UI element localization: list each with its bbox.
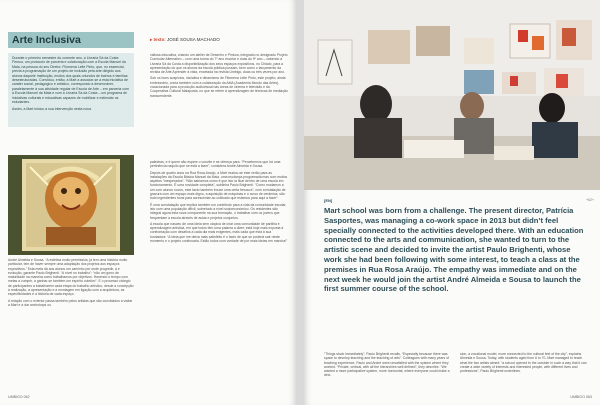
- right-page: [304, 0, 600, 405]
- byline-author: JOSÉ SOUSA MACHADO: [167, 37, 220, 42]
- paragraph: “Things stuck immediately”, Paulo Brighenti recalls. “Especially because there was space to develop teaching and the teaching of arts”. Colleagues with many years of teaching experience, Paulo and André were unsatisfied with the system where they worked. “Private, vertical, with all the hierarchies well defined”, they describe. “We wanted a more participative system, more horizontal, where everyone could make a deci-: [324, 352, 450, 378]
- paragraph: É uma constatação que implica também um contributo para a vida da comunidade escolar, isto com uma população difícil, sobretudo a nível socioeconómico. Os residentes são integral agora esta nova componente na sua formação, o trabalhar com os jovens que frequentam a escola através de aulas e projetos conjuntos.: [150, 202, 287, 220]
- page-number-left: UMBIGO 062: [8, 395, 30, 399]
- page-number-right: UMBIGO 063: [570, 395, 592, 399]
- classroom-photo: [304, 0, 600, 190]
- title-band: [8, 32, 134, 48]
- paragraph: André Almeida e Sousa. “A estética muito premissiva, já tem uma história muito particular, tem de haver sempre uma adaptação dos projetos aos espaços expositivos.” Esta meta dá aos alunos um caminho por onde progredir, à e evolução, garante Paulo Brighenti. “A nível no trabalho”: “não um gorro de maturidade na maneira como trabalhamos por objetivos. Havendo o tempo com metas a cumprir, a ganhar-se também um espírito coletivo”. E o processo ciclegio de participantes a trabalharem cada etapa do trabalho artístico, desde a concepção à realização, a apresentação e a montagem em ligação com a arquitetura, as especificidades e a história de cada espaço.: [8, 258, 134, 297]
- english-column-1: [324, 352, 452, 380]
- paragraph: A relação com o exterior passa também pelos artistas que são convidados a visitar a Mart e a dar workshops ou: [8, 298, 133, 307]
- painting-photo: [8, 155, 134, 255]
- language-label: [EN]: [324, 198, 333, 203]
- byline: [150, 37, 220, 43]
- column-top-right: [150, 53, 288, 100]
- english-lead: Mart school was born from a challenge. The present director, Patrícia Sasportes, was managing a co-work space in 2013 but didn’t feel specially connected to the activities developed there. With an education connected to the arts and communication, she wanted to turn to the artistic scene and decided to invite the artist Paulo Brighenti, whose work she had been following with some interest, to teach a class at the premises in Rua Rosa Araújo. The empathy was immediate and on the next week he would join the artist André Almeida e Sousa to launch the first summer course of the school.: [324, 206, 584, 294]
- side-tag: +62+: [586, 198, 594, 202]
- paragraph: valiosa educativa, criando um atelier de Desenho e Pintura, integrado no designado Projeto Curricular Alternativo – com uma turma do 7º ano escolar e duas do 9º ano – cabendo à Livraria Sá da Costa a disponibilização dos seus espaços expositivos, no Chiado, para a apresentação do que os alunos da escola pública possam, bem como o lançamento da revista de Arte Aprender à vista, encetada na revista Umbigo, duas ou três vezes por ano.: [150, 53, 288, 75]
- column-a: [8, 258, 134, 309]
- intro-text: Durante o primeiro semestre do corrente ano, a Livraria Sá da Costa Firmou, um protocolo de parceria e colaboração com a Escola Manuel da Maia, na pessoa do seu Diretor, Filomena Leite Pinto, que, no essencial, previa a programação de um projeto de inclusão pela arte dirigido aos alunos daquele Instituição, muitos dos quais oriundos de bairros e famílias desestruturadas. Convidou, então, a Mart a associar-se a esta iniciativa de caráter social, pedagógico e artístico, correspondo a desenvolver, paralelamente à sua atividade regular de Escola de Arte – em parceria com a Escola Manuel da Maia e com a Livraria Sá da Costa – um programa de iniciativas culturais e educativas capazes de mobilizar e estimular os estudantes.: [12, 56, 129, 105]
- paragraph: Sob os bons auspícios, iniciativa e dinamismo de Filomena Leite Pinto, este projeto, ainda embrionário, conta também com a colaboração da AMA (Academia Mundo das Artes), vocacionada para a produção audiovisual nas áreas de cinema e televisão e da Cooperativa Cultural Malaposta, no que se refere à aprendizagem de técnicas de mediação transcendente.: [150, 76, 288, 98]
- article-title: Arte Inclusiva: [12, 34, 81, 46]
- left-page: [0, 0, 296, 405]
- intro-end: Assim, a Mart iniciou a sua intervenção nesta nova: [12, 107, 91, 112]
- paragraph: A escola que nasceu de uma ideia sem utopica de criar uma comunidade de partilha e aprendizagem artística, em que todos têm uma palavra a dizer, está hoje mais exposta à confrontação com desafios a cada dia mais exigentes, mais cada que está á sua fundadora: “A ideia que me deixa mais satisfeito é o facto de que se poderia sair neste momento e o projeto continuaria. Estão todos com vontade de por mais ideias em marcha!”: [150, 221, 288, 244]
- paragraph: palestras, e é quem não espere o convite e se ofereça para. “Percebemos que há uma pertinência naquilo que se está a fazer”, considera André Almeida e Sousa.: [150, 160, 281, 169]
- paragraph: Depois de quatro anos na Rua Rosa Araújo, a Mart mudou-se este verão para as instalações da Escola Básica Manuel da Maia, uma mudança programada mas com muitos aspetos “inesperados”. “Não sabíamos como é que isto ia ficar dentro de uma escola em funcionamento. É uma novidade completa”, sublinha Paulo Brighenti. “Como mudamos a um com alunos novos, este facto também trouxe uma certa frescura”, com a instalação de gravura com um espaço mais digno, a aquisição de máquinas e o curso de cerâmica, são tudo ingredientes bons para acrescentar ao cultivado que estamos para aqui a fazer”.: [150, 170, 288, 201]
- english-column-2: [460, 352, 588, 375]
- byline-prefix: ▸ texto:: [150, 37, 166, 42]
- column-b: [150, 160, 288, 245]
- intro-box: [8, 53, 134, 127]
- paragraph: sion, a vocational model, more connected to the cultural feel of the city”, explains Almeida e Sousa. Today, with students aged from 6 to 70, Mart managed to teach what the two artists aimed: “a school opened to the outsider in such a way that it can create a wide variety of interests and interested people, with different lives and professions”, Paulo Brighenti underlines.: [460, 352, 587, 374]
